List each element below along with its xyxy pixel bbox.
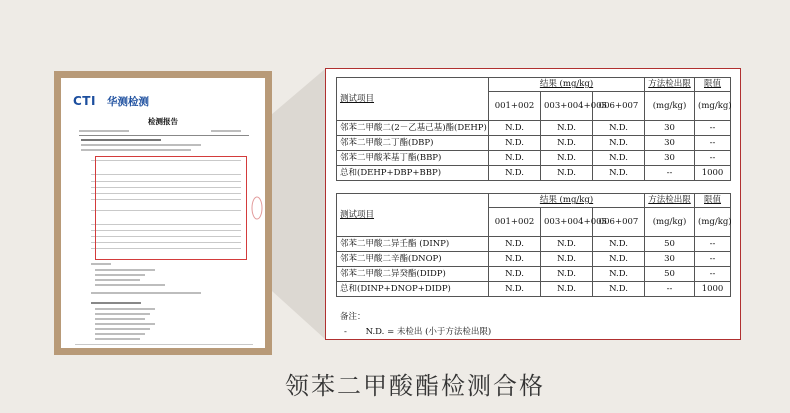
caption: 领苯二甲酸酯检测合格 [285, 372, 545, 400]
header-test-item: 测试项目 [337, 78, 489, 121]
sample-1: 001+002 [489, 208, 541, 237]
notes-bullet: - [344, 327, 347, 337]
table-row: 邻苯二甲酸二辛酯(DNOP) N.D. N.D. N.D. 30 -- [337, 252, 731, 267]
results-table-2 [336, 193, 731, 297]
results-panel [325, 68, 741, 340]
header-limit-unit: (mg/kg) [695, 92, 731, 121]
notes-label: 备注： [340, 312, 366, 322]
table-row: 总和(DINP+DNOP+DIDP) N.D. N.D. N.D. -- 1000 [337, 282, 731, 297]
table-row: 总和(DEHP+DBP+BBP) N.D. N.D. N.D. -- 1000 [337, 166, 731, 181]
header-limit: 限值 [695, 194, 731, 208]
sample-3: 006+007 [593, 208, 645, 237]
sample-2: 003+004+005 [541, 208, 593, 237]
cti-logo-cn: 华测检测 [107, 96, 149, 108]
header-mdl: 方法检出限 [645, 78, 695, 92]
sample-1: 001+002 [489, 92, 541, 121]
header-limit-unit: (mg/kg) [695, 208, 731, 237]
table-row: 邻苯二甲酸二(2－乙基己基)酯(DEHP) N.D. N.D. N.D. 30 -- [337, 121, 731, 136]
report-thumbnail [61, 78, 265, 348]
table-row: 邻苯二甲酸二异壬酯 (DINP) N.D. N.D. N.D. 50 -- [337, 237, 731, 252]
header-result: 结果 (mg/kg) [489, 194, 645, 208]
header-test-item: 测试项目 [337, 194, 489, 237]
sample-3: 006+007 [593, 92, 645, 121]
report-seal [251, 196, 263, 220]
results-table-1 [336, 77, 731, 181]
highlight-box [95, 156, 247, 260]
table-row: 邻苯二甲酸二异癸酯(DIDP) N.D. N.D. N.D. 50 -- [337, 267, 731, 282]
header-result: 结果 (mg/kg) [489, 78, 645, 92]
sample-2: 003+004+005 [541, 92, 593, 121]
header-mdl: 方法检出限 [645, 194, 695, 208]
cti-logo: CTI [73, 94, 96, 108]
report-title: 检测报告 [148, 117, 178, 126]
notes-text: N.D. = 未检出 (小于方法检出限) [365, 327, 492, 337]
notes-line [344, 325, 491, 337]
header-mdl-unit: (mg/kg) [645, 208, 695, 237]
header-mdl-unit: (mg/kg) [645, 92, 695, 121]
table-row: 邻苯二甲酸苯基丁酯(BBP) N.D. N.D. N.D. 30 -- [337, 151, 731, 166]
table-row: 邻苯二甲酸二丁酯(DBP) N.D. N.D. N.D. 30 -- [337, 136, 731, 151]
report-frame [54, 71, 272, 355]
header-limit: 限值 [695, 78, 731, 92]
